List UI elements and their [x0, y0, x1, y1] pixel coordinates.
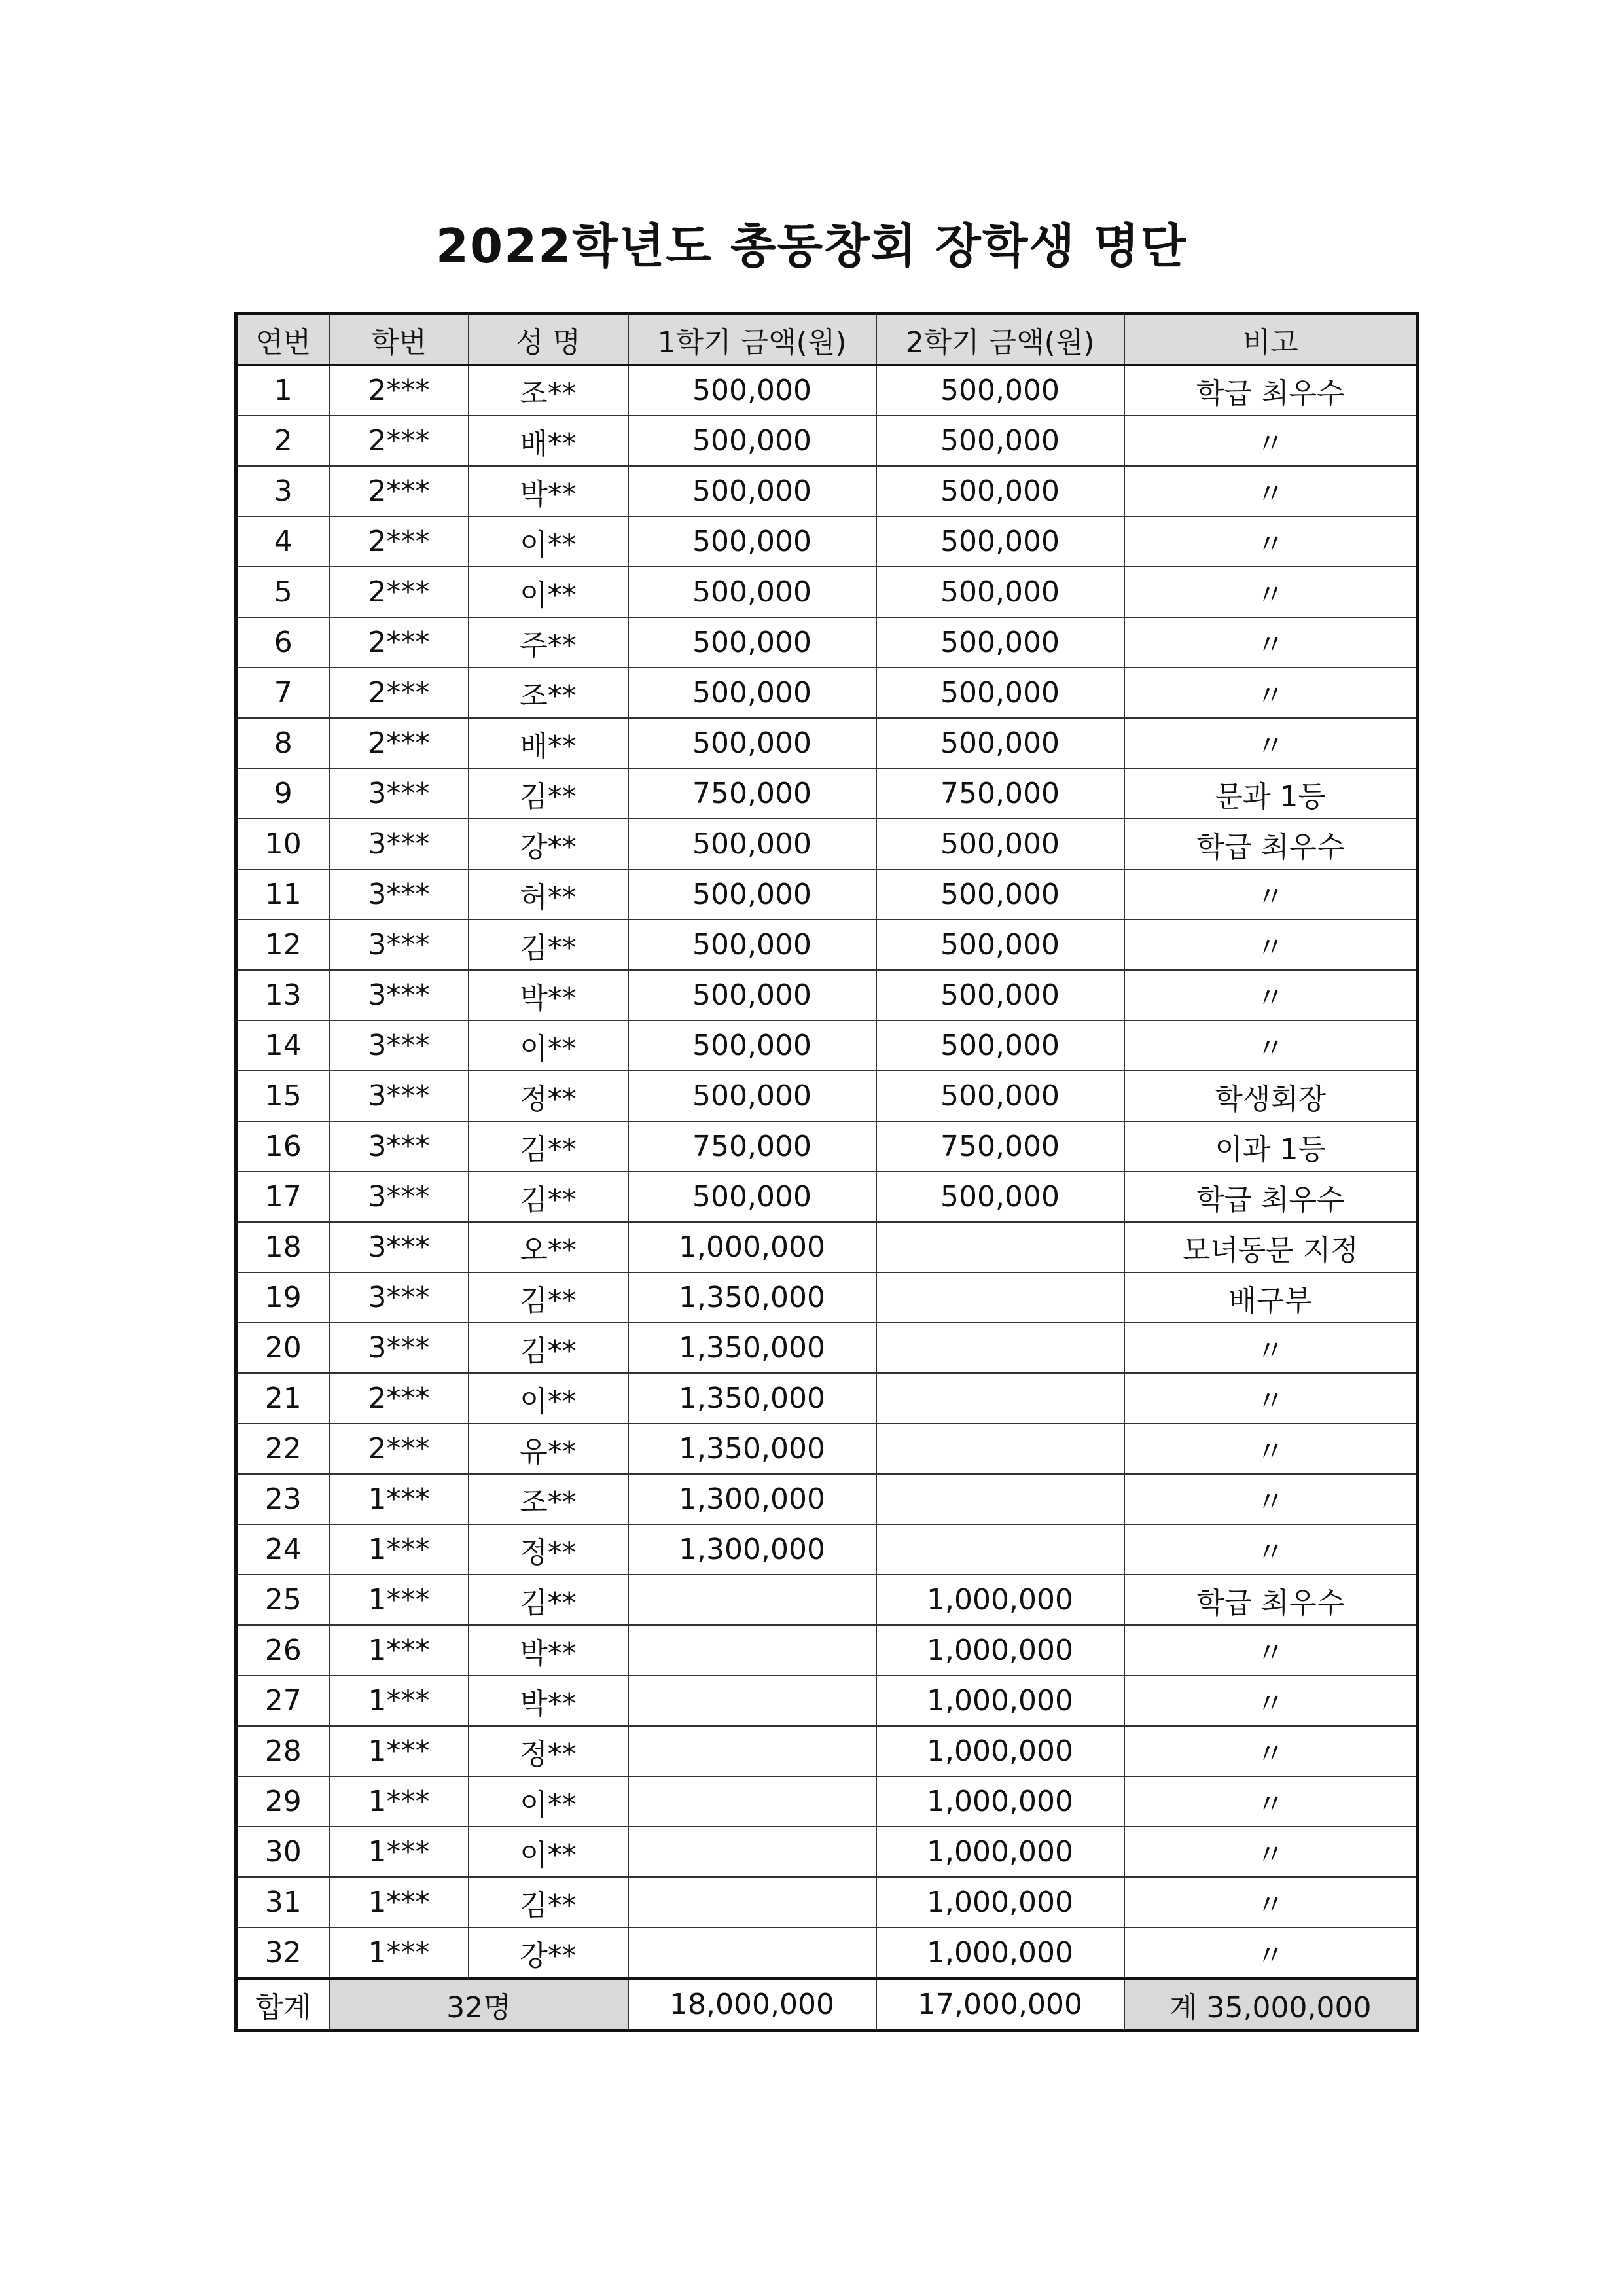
- table-body: [236, 365, 1418, 1979]
- cell-student-id: 3***: [330, 970, 469, 1020]
- grand-total: 계 35,000,000: [1124, 1979, 1418, 2031]
- cell-no: 11: [236, 869, 330, 920]
- cell-sem2-amount: 1,000,000: [876, 1575, 1124, 1625]
- cell-sem2-amount: [876, 1524, 1124, 1575]
- cell-student-id: 2***: [330, 365, 469, 416]
- cell-note: 〃: [1124, 1726, 1418, 1776]
- cell-sem1-amount: [628, 1928, 876, 1979]
- cell-sem1-amount: 500,000: [628, 869, 876, 920]
- cell-note: 〃: [1124, 567, 1418, 617]
- total-sem2: 17,000,000: [876, 1979, 1124, 2031]
- cell-sem2-amount: [876, 1272, 1124, 1323]
- cell-sem1-amount: [628, 1726, 876, 1776]
- cell-sem2-amount: [876, 1222, 1124, 1272]
- cell-note: 〃: [1124, 1928, 1418, 1979]
- table-row: [236, 365, 1418, 416]
- cell-student-id: 3***: [330, 869, 469, 920]
- cell-student-id: 1***: [330, 1575, 469, 1625]
- cell-note: 〃: [1124, 617, 1418, 668]
- cell-student-id: 1***: [330, 1625, 469, 1676]
- cell-sem2-amount: 1,000,000: [876, 1676, 1124, 1726]
- cell-name: 유**: [469, 1424, 628, 1474]
- cell-note: 학급 최우수: [1124, 365, 1418, 416]
- cell-sem2-amount: 500,000: [876, 819, 1124, 869]
- cell-student-id: 3***: [330, 1272, 469, 1323]
- cell-student-id: 1***: [330, 1726, 469, 1776]
- cell-student-id: 3***: [330, 1222, 469, 1272]
- cell-sem1-amount: [628, 1776, 876, 1827]
- cell-note: 〃: [1124, 1827, 1418, 1877]
- cell-student-id: 2***: [330, 1373, 469, 1424]
- table-row: [236, 1676, 1418, 1726]
- page-title: 2022학년도 총동창회 장학생 명단: [435, 219, 1188, 274]
- cell-no: 23: [236, 1474, 330, 1524]
- cell-no: 4: [236, 516, 330, 567]
- cell-sem2-amount: 500,000: [876, 466, 1124, 516]
- header-note: 비고: [1124, 314, 1418, 365]
- cell-sem1-amount: 500,000: [628, 920, 876, 970]
- cell-no: 26: [236, 1625, 330, 1676]
- cell-name: 이**: [469, 1020, 628, 1071]
- table-row: [236, 567, 1418, 617]
- cell-note: 〃: [1124, 970, 1418, 1020]
- table-row: [236, 920, 1418, 970]
- cell-sem2-amount: 1,000,000: [876, 1877, 1124, 1928]
- cell-name: 오**: [469, 1222, 628, 1272]
- cell-sem1-amount: [628, 1877, 876, 1928]
- cell-sem2-amount: 750,000: [876, 768, 1124, 819]
- cell-sem2-amount: 500,000: [876, 365, 1124, 416]
- cell-note: 학생회장: [1124, 1071, 1418, 1121]
- total-count: 32명: [330, 1979, 628, 2031]
- cell-note: 〃: [1124, 1323, 1418, 1373]
- cell-no: 10: [236, 819, 330, 869]
- cell-note: 이과 1등: [1124, 1121, 1418, 1172]
- header-sem2-amount: 2학기 금액(원): [876, 314, 1124, 365]
- cell-sem1-amount: 500,000: [628, 970, 876, 1020]
- cell-name: 김**: [469, 1877, 628, 1928]
- cell-no: 15: [236, 1071, 330, 1121]
- cell-no: 8: [236, 718, 330, 768]
- cell-note: 〃: [1124, 1676, 1418, 1726]
- cell-name: 허**: [469, 869, 628, 920]
- cell-no: 31: [236, 1877, 330, 1928]
- cell-sem2-amount: 500,000: [876, 516, 1124, 567]
- cell-name: 강**: [469, 819, 628, 869]
- cell-sem1-amount: 500,000: [628, 416, 876, 466]
- cell-name: 이**: [469, 1827, 628, 1877]
- cell-sem1-amount: 500,000: [628, 718, 876, 768]
- cell-name: 주**: [469, 617, 628, 668]
- cell-name: 김**: [469, 1323, 628, 1373]
- cell-no: 2: [236, 416, 330, 466]
- table-row: [236, 1928, 1418, 1979]
- table-row: [236, 1625, 1418, 1676]
- cell-sem2-amount: [876, 1323, 1124, 1373]
- cell-student-id: 3***: [330, 1020, 469, 1071]
- cell-name: 배**: [469, 718, 628, 768]
- cell-sem2-amount: [876, 1373, 1124, 1424]
- cell-note: 〃: [1124, 1424, 1418, 1474]
- cell-sem1-amount: 500,000: [628, 1020, 876, 1071]
- cell-no: 14: [236, 1020, 330, 1071]
- cell-no: 30: [236, 1827, 330, 1877]
- table-row: [236, 869, 1418, 920]
- cell-note: 〃: [1124, 668, 1418, 718]
- cell-student-id: 1***: [330, 1776, 469, 1827]
- cell-no: 25: [236, 1575, 330, 1625]
- cell-student-id: 2***: [330, 567, 469, 617]
- table-row: [236, 466, 1418, 516]
- cell-sem1-amount: 1,350,000: [628, 1373, 876, 1424]
- cell-sem2-amount: 500,000: [876, 416, 1124, 466]
- cell-student-id: 2***: [330, 1424, 469, 1474]
- cell-name: 조**: [469, 668, 628, 718]
- table-row: [236, 1575, 1418, 1625]
- cell-note: 〃: [1124, 869, 1418, 920]
- cell-no: 17: [236, 1172, 330, 1222]
- cell-name: 박**: [469, 466, 628, 516]
- cell-student-id: 2***: [330, 516, 469, 567]
- cell-student-id: 2***: [330, 466, 469, 516]
- cell-note: 〃: [1124, 1776, 1418, 1827]
- header-name: 성 명: [469, 314, 628, 365]
- cell-no: 24: [236, 1524, 330, 1575]
- cell-sem1-amount: 500,000: [628, 516, 876, 567]
- cell-sem2-amount: 1,000,000: [876, 1726, 1124, 1776]
- table-row: [236, 1827, 1418, 1877]
- cell-name: 박**: [469, 970, 628, 1020]
- cell-no: 7: [236, 668, 330, 718]
- cell-no: 12: [236, 920, 330, 970]
- cell-name: 배**: [469, 416, 628, 466]
- table-row: [236, 768, 1418, 819]
- cell-name: 이**: [469, 1776, 628, 1827]
- cell-no: 21: [236, 1373, 330, 1424]
- cell-sem1-amount: 500,000: [628, 819, 876, 869]
- cell-student-id: 3***: [330, 819, 469, 869]
- cell-sem1-amount: 500,000: [628, 567, 876, 617]
- cell-name: 김**: [469, 1272, 628, 1323]
- cell-note: 학급 최우수: [1124, 1575, 1418, 1625]
- cell-name: 이**: [469, 1373, 628, 1424]
- cell-sem1-amount: 500,000: [628, 617, 876, 668]
- cell-student-id: 1***: [330, 1827, 469, 1877]
- cell-note: 〃: [1124, 1877, 1418, 1928]
- table-row: [236, 718, 1418, 768]
- table-row: [236, 1323, 1418, 1373]
- cell-note: 〃: [1124, 1524, 1418, 1575]
- cell-name: 김**: [469, 1172, 628, 1222]
- table-row: [236, 1877, 1418, 1928]
- cell-note: 〃: [1124, 920, 1418, 970]
- cell-student-id: 3***: [330, 1121, 469, 1172]
- cell-note: 문과 1등: [1124, 768, 1418, 819]
- cell-no: 22: [236, 1424, 330, 1474]
- cell-student-id: 3***: [330, 1071, 469, 1121]
- cell-student-id: 1***: [330, 1928, 469, 1979]
- cell-note: 〃: [1124, 466, 1418, 516]
- cell-student-id: 1***: [330, 1474, 469, 1524]
- cell-sem2-amount: 750,000: [876, 1121, 1124, 1172]
- cell-sem2-amount: 500,000: [876, 1071, 1124, 1121]
- table-row: [236, 1424, 1418, 1474]
- cell-note: 〃: [1124, 1373, 1418, 1424]
- cell-no: 6: [236, 617, 330, 668]
- table-row: [236, 1020, 1418, 1071]
- cell-sem1-amount: [628, 1575, 876, 1625]
- table-row: [236, 516, 1418, 567]
- table-row: [236, 970, 1418, 1020]
- cell-student-id: 2***: [330, 617, 469, 668]
- table-total-row: [236, 1979, 1418, 2031]
- cell-note: 〃: [1124, 1474, 1418, 1524]
- cell-no: 28: [236, 1726, 330, 1776]
- cell-note: 〃: [1124, 1020, 1418, 1071]
- table-row: [236, 1272, 1418, 1323]
- cell-student-id: 1***: [330, 1877, 469, 1928]
- table-row: [236, 819, 1418, 869]
- cell-student-id: 3***: [330, 1323, 469, 1373]
- cell-sem1-amount: 750,000: [628, 768, 876, 819]
- cell-no: 16: [236, 1121, 330, 1172]
- cell-name: 김**: [469, 920, 628, 970]
- cell-student-id: 3***: [330, 920, 469, 970]
- cell-sem2-amount: [876, 1424, 1124, 1474]
- cell-name: 조**: [469, 1474, 628, 1524]
- table-row: [236, 416, 1418, 466]
- cell-name: 강**: [469, 1928, 628, 1979]
- cell-note: 학급 최우수: [1124, 819, 1418, 869]
- cell-sem2-amount: 500,000: [876, 1020, 1124, 1071]
- cell-sem1-amount: 1,300,000: [628, 1474, 876, 1524]
- cell-no: 27: [236, 1676, 330, 1726]
- cell-sem2-amount: 500,000: [876, 617, 1124, 668]
- cell-note: 〃: [1124, 1625, 1418, 1676]
- cell-sem1-amount: 500,000: [628, 1071, 876, 1121]
- cell-sem1-amount: 1,350,000: [628, 1323, 876, 1373]
- cell-no: 19: [236, 1272, 330, 1323]
- cell-note: 모녀동문 지정: [1124, 1222, 1418, 1272]
- cell-sem1-amount: 500,000: [628, 365, 876, 416]
- cell-name: 김**: [469, 768, 628, 819]
- cell-sem2-amount: 500,000: [876, 970, 1124, 1020]
- cell-name: 이**: [469, 567, 628, 617]
- cell-sem1-amount: [628, 1827, 876, 1877]
- cell-sem1-amount: [628, 1676, 876, 1726]
- cell-no: 18: [236, 1222, 330, 1272]
- cell-student-id: 3***: [330, 1172, 469, 1222]
- header-no: 연번: [236, 314, 330, 365]
- table-header-row: [236, 314, 1418, 365]
- cell-sem2-amount: 1,000,000: [876, 1928, 1124, 1979]
- cell-name: 박**: [469, 1625, 628, 1676]
- cell-name: 박**: [469, 1676, 628, 1726]
- cell-note: 학급 최우수: [1124, 1172, 1418, 1222]
- table-row: [236, 1172, 1418, 1222]
- cell-no: 3: [236, 466, 330, 516]
- cell-sem2-amount: [876, 1474, 1124, 1524]
- cell-note: 〃: [1124, 416, 1418, 466]
- cell-name: 조**: [469, 365, 628, 416]
- table-row: [236, 1776, 1418, 1827]
- cell-name: 이**: [469, 516, 628, 567]
- cell-name: 김**: [469, 1121, 628, 1172]
- cell-no: 9: [236, 768, 330, 819]
- cell-note: 〃: [1124, 718, 1418, 768]
- cell-student-id: 2***: [330, 668, 469, 718]
- cell-student-id: 1***: [330, 1524, 469, 1575]
- table-row: [236, 1474, 1418, 1524]
- cell-no: 32: [236, 1928, 330, 1979]
- cell-sem2-amount: 500,000: [876, 869, 1124, 920]
- total-sem1: 18,000,000: [628, 1979, 876, 2031]
- cell-student-id: 2***: [330, 718, 469, 768]
- cell-sem2-amount: 500,000: [876, 1172, 1124, 1222]
- table-row: [236, 1071, 1418, 1121]
- scholarship-table: [234, 312, 1419, 2032]
- header-sem1-amount: 1학기 금액(원): [628, 314, 876, 365]
- cell-sem2-amount: 500,000: [876, 920, 1124, 970]
- table-row: [236, 668, 1418, 718]
- cell-sem1-amount: 750,000: [628, 1121, 876, 1172]
- table-row: [236, 1121, 1418, 1172]
- cell-sem1-amount: 1,350,000: [628, 1272, 876, 1323]
- cell-no: 5: [236, 567, 330, 617]
- total-label: 합계: [236, 1979, 330, 2031]
- cell-note: 배구부: [1124, 1272, 1418, 1323]
- cell-no: 20: [236, 1323, 330, 1373]
- cell-note: 〃: [1124, 516, 1418, 567]
- cell-sem2-amount: 1,000,000: [876, 1776, 1124, 1827]
- cell-sem2-amount: 1,000,000: [876, 1625, 1124, 1676]
- cell-no: 13: [236, 970, 330, 1020]
- cell-sem1-amount: [628, 1625, 876, 1676]
- cell-student-id: 3***: [330, 768, 469, 819]
- cell-name: 김**: [469, 1575, 628, 1625]
- cell-student-id: 2***: [330, 416, 469, 466]
- cell-sem1-amount: 500,000: [628, 466, 876, 516]
- cell-name: 정**: [469, 1726, 628, 1776]
- table-row: [236, 617, 1418, 668]
- cell-student-id: 1***: [330, 1676, 469, 1726]
- table-row: [236, 1524, 1418, 1575]
- cell-sem2-amount: 500,000: [876, 567, 1124, 617]
- cell-sem2-amount: 500,000: [876, 668, 1124, 718]
- table-row: [236, 1726, 1418, 1776]
- header-student-id: 학번: [330, 314, 469, 365]
- cell-sem1-amount: 1,300,000: [628, 1524, 876, 1575]
- cell-no: 29: [236, 1776, 330, 1827]
- cell-sem1-amount: 1,000,000: [628, 1222, 876, 1272]
- cell-sem1-amount: 500,000: [628, 1172, 876, 1222]
- cell-sem1-amount: 500,000: [628, 668, 876, 718]
- cell-name: 정**: [469, 1071, 628, 1121]
- cell-sem2-amount: 500,000: [876, 718, 1124, 768]
- cell-sem2-amount: 1,000,000: [876, 1827, 1124, 1877]
- table-row: [236, 1222, 1418, 1272]
- cell-name: 정**: [469, 1524, 628, 1575]
- cell-sem1-amount: 1,350,000: [628, 1424, 876, 1474]
- table-row: [236, 1373, 1418, 1424]
- cell-no: 1: [236, 365, 330, 416]
